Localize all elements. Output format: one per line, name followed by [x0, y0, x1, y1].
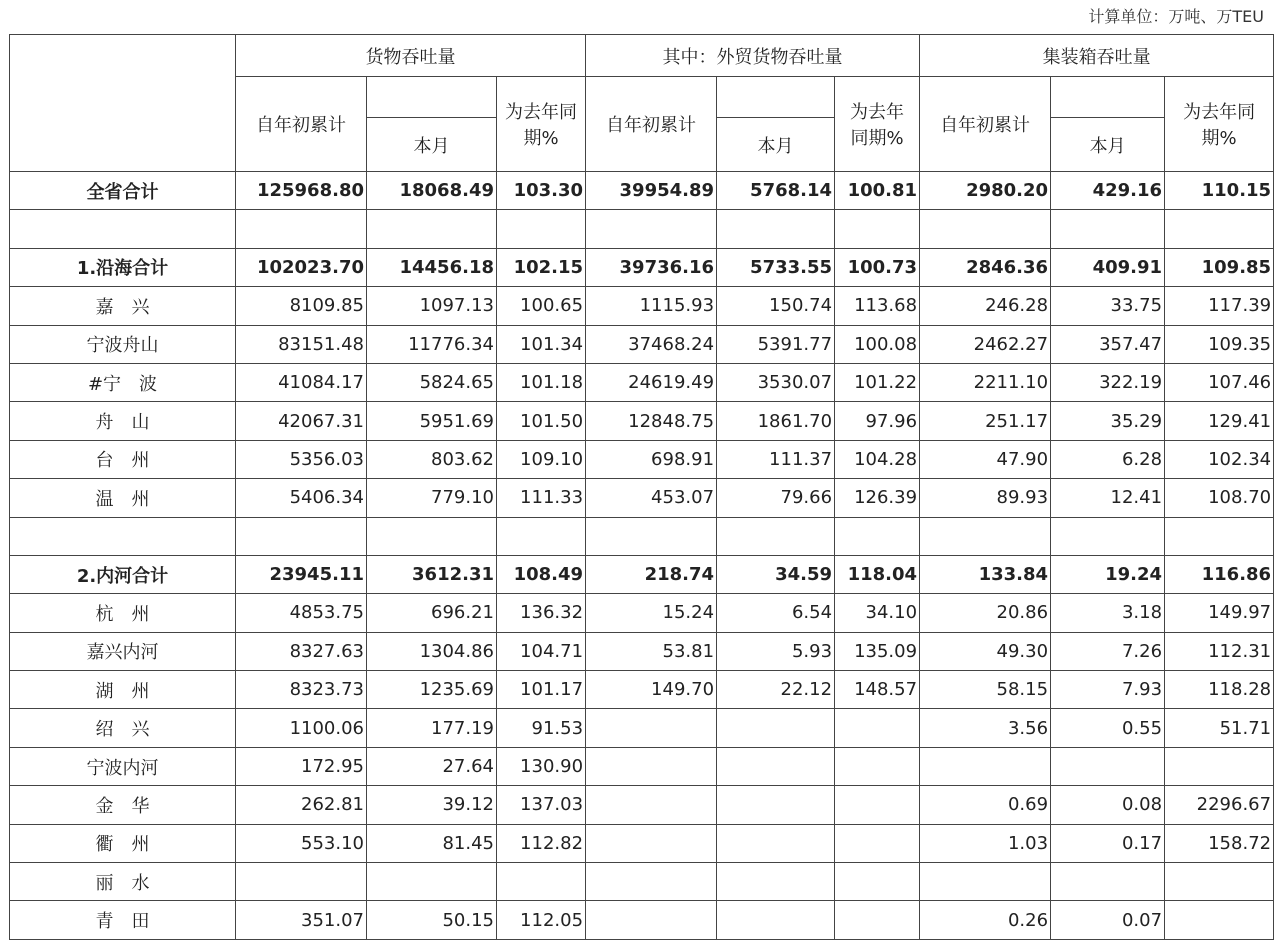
table-cell: 135.09	[835, 632, 920, 670]
table-cell: 39.12	[367, 786, 497, 824]
table-cell: 34.10	[835, 594, 920, 632]
table-cell: 246.28	[920, 287, 1051, 325]
table-cell: 0.26	[920, 901, 1051, 939]
table-cell: 89.93	[920, 479, 1051, 517]
ytd-header: 自年初累计	[586, 77, 717, 172]
table-cell: 109.85	[1165, 248, 1274, 286]
row-name: 青 田	[10, 901, 236, 939]
row-name: 1.沿海合计	[10, 248, 236, 286]
table-cell: 150.74	[717, 287, 835, 325]
table-cell: 2980.20	[920, 172, 1051, 210]
table-cell: 177.19	[367, 709, 497, 747]
table-cell: 42067.31	[236, 402, 367, 440]
table-cell	[920, 210, 1051, 248]
table-cell: 218.74	[586, 555, 717, 593]
table-cell: 5951.69	[367, 402, 497, 440]
table-cell: 112.82	[497, 824, 586, 862]
row-name: 嘉兴内河	[10, 632, 236, 670]
table-cell: 1235.69	[367, 671, 497, 709]
table-cell: 37468.24	[586, 325, 717, 363]
row-name: 宁波内河	[10, 747, 236, 785]
table-cell: 81.45	[367, 824, 497, 862]
table-cell: 109.10	[497, 440, 586, 478]
table-row	[10, 517, 1274, 555]
table-cell: 553.10	[236, 824, 367, 862]
table-cell	[717, 786, 835, 824]
table-cell: 109.35	[1165, 325, 1274, 363]
table-cell	[586, 709, 717, 747]
row-name: 湖 州	[10, 671, 236, 709]
table-cell: 110.15	[1165, 172, 1274, 210]
port-throughput-table	[9, 34, 1274, 940]
table-cell: 3530.07	[717, 363, 835, 401]
table-row	[10, 402, 1274, 440]
pct-header: 为去年同 期%	[1165, 77, 1274, 172]
table-cell: 47.90	[920, 440, 1051, 478]
table-cell: 100.73	[835, 248, 920, 286]
row-name: 温 州	[10, 479, 236, 517]
table-cell: 12848.75	[586, 402, 717, 440]
table-cell: 102023.70	[236, 248, 367, 286]
table-cell: 18068.49	[367, 172, 497, 210]
table-cell: 2296.67	[1165, 786, 1274, 824]
table-cell	[1051, 747, 1165, 785]
table-cell: 5824.65	[367, 363, 497, 401]
table-cell: 429.16	[1051, 172, 1165, 210]
row-name	[10, 210, 236, 248]
table-cell: 3.56	[920, 709, 1051, 747]
table-cell: 20.86	[920, 594, 1051, 632]
table-cell	[1165, 863, 1274, 901]
table-cell: 101.50	[497, 402, 586, 440]
table-cell: 53.81	[586, 632, 717, 670]
table-cell: 1115.93	[586, 287, 717, 325]
table-cell: 118.28	[1165, 671, 1274, 709]
table-row	[10, 594, 1274, 632]
table-cell: 5406.34	[236, 479, 367, 517]
row-name: 嘉 兴	[10, 287, 236, 325]
table-cell: 129.41	[1165, 402, 1274, 440]
table-cell	[1051, 517, 1165, 555]
table-row	[10, 709, 1274, 747]
table-cell	[835, 824, 920, 862]
table-cell: 357.47	[1051, 325, 1165, 363]
table-cell	[1165, 747, 1274, 785]
table-cell	[367, 863, 497, 901]
table-cell: 172.95	[236, 747, 367, 785]
table-cell: 100.81	[835, 172, 920, 210]
table-cell: 108.49	[497, 555, 586, 593]
table-row	[10, 671, 1274, 709]
table-cell: 1.03	[920, 824, 1051, 862]
table-cell: 91.53	[497, 709, 586, 747]
table-cell: 3612.31	[367, 555, 497, 593]
table-cell: 322.19	[1051, 363, 1165, 401]
table-cell: 104.28	[835, 440, 920, 478]
pct-header: 为去年 同期%	[835, 77, 920, 172]
table-cell	[920, 863, 1051, 901]
table-cell	[586, 747, 717, 785]
table-cell: 100.65	[497, 287, 586, 325]
table-cell: 34.59	[717, 555, 835, 593]
table-cell: 12.41	[1051, 479, 1165, 517]
table-cell	[367, 517, 497, 555]
table-cell: 698.91	[586, 440, 717, 478]
table-cell: 262.81	[236, 786, 367, 824]
table-cell: 7.93	[1051, 671, 1165, 709]
row-name: 台 州	[10, 440, 236, 478]
table-cell: 50.15	[367, 901, 497, 939]
row-name: 全省合计	[10, 172, 236, 210]
table-cell	[586, 863, 717, 901]
month-header-blank	[1051, 77, 1165, 118]
table-cell	[717, 709, 835, 747]
table-header	[10, 35, 1274, 172]
table-cell: 7.26	[1051, 632, 1165, 670]
table-cell: 35.29	[1051, 402, 1165, 440]
table-cell	[497, 863, 586, 901]
table-cell	[586, 517, 717, 555]
table-cell: 351.07	[236, 901, 367, 939]
table-cell: 2846.36	[920, 248, 1051, 286]
table-cell: 27.64	[367, 747, 497, 785]
table-cell: 79.66	[717, 479, 835, 517]
month-header: 本月	[717, 118, 835, 172]
row-name: 2.内河合计	[10, 555, 236, 593]
table-cell: 111.33	[497, 479, 586, 517]
month-header-blank	[717, 77, 835, 118]
table-cell: 5733.55	[717, 248, 835, 286]
table-cell	[1165, 210, 1274, 248]
table-cell: 23945.11	[236, 555, 367, 593]
table-cell: 803.62	[367, 440, 497, 478]
table-cell: 14456.18	[367, 248, 497, 286]
pct-header: 为去年同 期%	[497, 77, 586, 172]
table-cell: 117.39	[1165, 287, 1274, 325]
table-cell	[586, 824, 717, 862]
table-cell: 133.84	[920, 555, 1051, 593]
table-cell: 1304.86	[367, 632, 497, 670]
table-cell	[586, 786, 717, 824]
table-cell	[920, 747, 1051, 785]
table-cell: 125968.80	[236, 172, 367, 210]
table-cell: 1097.13	[367, 287, 497, 325]
table-cell: 22.12	[717, 671, 835, 709]
table-row	[10, 325, 1274, 363]
row-name: #宁 波	[10, 363, 236, 401]
table-row	[10, 863, 1274, 901]
table-cell: 101.22	[835, 363, 920, 401]
table-cell: 8327.63	[236, 632, 367, 670]
table-cell: 101.34	[497, 325, 586, 363]
table-cell	[236, 210, 367, 248]
table-cell: 51.71	[1165, 709, 1274, 747]
table-cell	[835, 863, 920, 901]
table-cell: 0.69	[920, 786, 1051, 824]
table-cell	[835, 517, 920, 555]
table-row	[10, 479, 1274, 517]
ytd-header: 自年初累计	[920, 77, 1051, 172]
table-cell	[586, 901, 717, 939]
table-cell: 49.30	[920, 632, 1051, 670]
month-header: 本月	[1051, 118, 1165, 172]
table-row	[10, 786, 1274, 824]
group-header-foreign-trade: 其中：外贸货物吞吐量	[586, 35, 920, 77]
table-cell: 696.21	[367, 594, 497, 632]
table-body	[10, 172, 1274, 940]
month-header-blank	[367, 77, 497, 118]
table-row	[10, 555, 1274, 593]
table-cell: 116.86	[1165, 555, 1274, 593]
table-cell: 100.08	[835, 325, 920, 363]
table-cell	[1051, 210, 1165, 248]
table-cell: 5391.77	[717, 325, 835, 363]
table-cell: 8323.73	[236, 671, 367, 709]
table-cell: 251.17	[920, 402, 1051, 440]
month-header: 本月	[367, 118, 497, 172]
table-cell: 5356.03	[236, 440, 367, 478]
table-cell: 0.55	[1051, 709, 1165, 747]
table-cell	[835, 210, 920, 248]
row-name: 宁波舟山	[10, 325, 236, 363]
table-row	[10, 363, 1274, 401]
table-cell: 149.97	[1165, 594, 1274, 632]
table-cell: 104.71	[497, 632, 586, 670]
table-row	[10, 632, 1274, 670]
table-cell: 11776.34	[367, 325, 497, 363]
table-cell: 102.15	[497, 248, 586, 286]
table-cell: 137.03	[497, 786, 586, 824]
table-cell	[835, 786, 920, 824]
table-cell: 148.57	[835, 671, 920, 709]
table-cell: 4853.75	[236, 594, 367, 632]
table-cell: 130.90	[497, 747, 586, 785]
table-cell: 113.68	[835, 287, 920, 325]
row-name: 金 华	[10, 786, 236, 824]
unit-note: 计算单位：万吨、万TEU	[1088, 7, 1264, 26]
table-cell	[717, 824, 835, 862]
table-cell: 1861.70	[717, 402, 835, 440]
table-cell: 6.54	[717, 594, 835, 632]
table-cell: 1100.06	[236, 709, 367, 747]
table-cell: 0.17	[1051, 824, 1165, 862]
table-cell	[497, 517, 586, 555]
table-cell: 5768.14	[717, 172, 835, 210]
table-cell	[717, 517, 835, 555]
table-cell: 158.72	[1165, 824, 1274, 862]
table-cell: 2211.10	[920, 363, 1051, 401]
table-cell: 83151.48	[236, 325, 367, 363]
table-cell: 112.31	[1165, 632, 1274, 670]
table-cell	[367, 210, 497, 248]
table-cell: 19.24	[1051, 555, 1165, 593]
table-cell: 58.15	[920, 671, 1051, 709]
ytd-header: 自年初累计	[236, 77, 367, 172]
table-cell: 97.96	[835, 402, 920, 440]
table-row	[10, 440, 1274, 478]
table-row	[10, 172, 1274, 210]
table-row	[10, 210, 1274, 248]
table-cell	[717, 901, 835, 939]
table-row	[10, 747, 1274, 785]
table-cell: 2462.27	[920, 325, 1051, 363]
table-cell: 779.10	[367, 479, 497, 517]
table-cell: 103.30	[497, 172, 586, 210]
table-cell: 453.07	[586, 479, 717, 517]
table-row	[10, 287, 1274, 325]
table-cell: 409.91	[1051, 248, 1165, 286]
table-cell	[835, 709, 920, 747]
table-cell: 108.70	[1165, 479, 1274, 517]
table-cell: 33.75	[1051, 287, 1165, 325]
table-cell: 3.18	[1051, 594, 1165, 632]
table-cell: 101.18	[497, 363, 586, 401]
table-cell: 102.34	[1165, 440, 1274, 478]
table-cell	[1051, 863, 1165, 901]
group-header-container: 集装箱吞吐量	[920, 35, 1274, 77]
table-cell: 126.39	[835, 479, 920, 517]
row-name: 丽 水	[10, 863, 236, 901]
table-cell: 118.04	[835, 555, 920, 593]
row-name: 绍 兴	[10, 709, 236, 747]
table-row	[10, 824, 1274, 862]
table-cell	[1165, 517, 1274, 555]
table-cell: 0.08	[1051, 786, 1165, 824]
table-cell: 39736.16	[586, 248, 717, 286]
category-header	[10, 35, 236, 172]
table-cell: 149.70	[586, 671, 717, 709]
table-cell	[920, 517, 1051, 555]
table-cell: 24619.49	[586, 363, 717, 401]
table-cell: 6.28	[1051, 440, 1165, 478]
row-name	[10, 517, 236, 555]
table-cell	[497, 210, 586, 248]
table-cell: 0.07	[1051, 901, 1165, 939]
table-cell: 111.37	[717, 440, 835, 478]
row-name: 衢 州	[10, 824, 236, 862]
table-cell	[236, 863, 367, 901]
table-cell: 8109.85	[236, 287, 367, 325]
table-cell: 15.24	[586, 594, 717, 632]
table-row	[10, 901, 1274, 939]
table-cell	[586, 210, 717, 248]
table-cell: 5.93	[717, 632, 835, 670]
row-name: 杭 州	[10, 594, 236, 632]
table-cell	[717, 747, 835, 785]
table-cell: 107.46	[1165, 363, 1274, 401]
table-cell	[835, 901, 920, 939]
table-cell: 112.05	[497, 901, 586, 939]
row-name: 舟 山	[10, 402, 236, 440]
table-cell	[835, 747, 920, 785]
table-cell: 39954.89	[586, 172, 717, 210]
table-cell	[1165, 901, 1274, 939]
table-cell: 136.32	[497, 594, 586, 632]
table-cell	[236, 517, 367, 555]
table-cell	[717, 210, 835, 248]
table-cell: 41084.17	[236, 363, 367, 401]
table-cell	[717, 863, 835, 901]
group-header-cargo: 货物吞吐量	[236, 35, 586, 77]
table-row	[10, 248, 1274, 286]
table-cell: 101.17	[497, 671, 586, 709]
